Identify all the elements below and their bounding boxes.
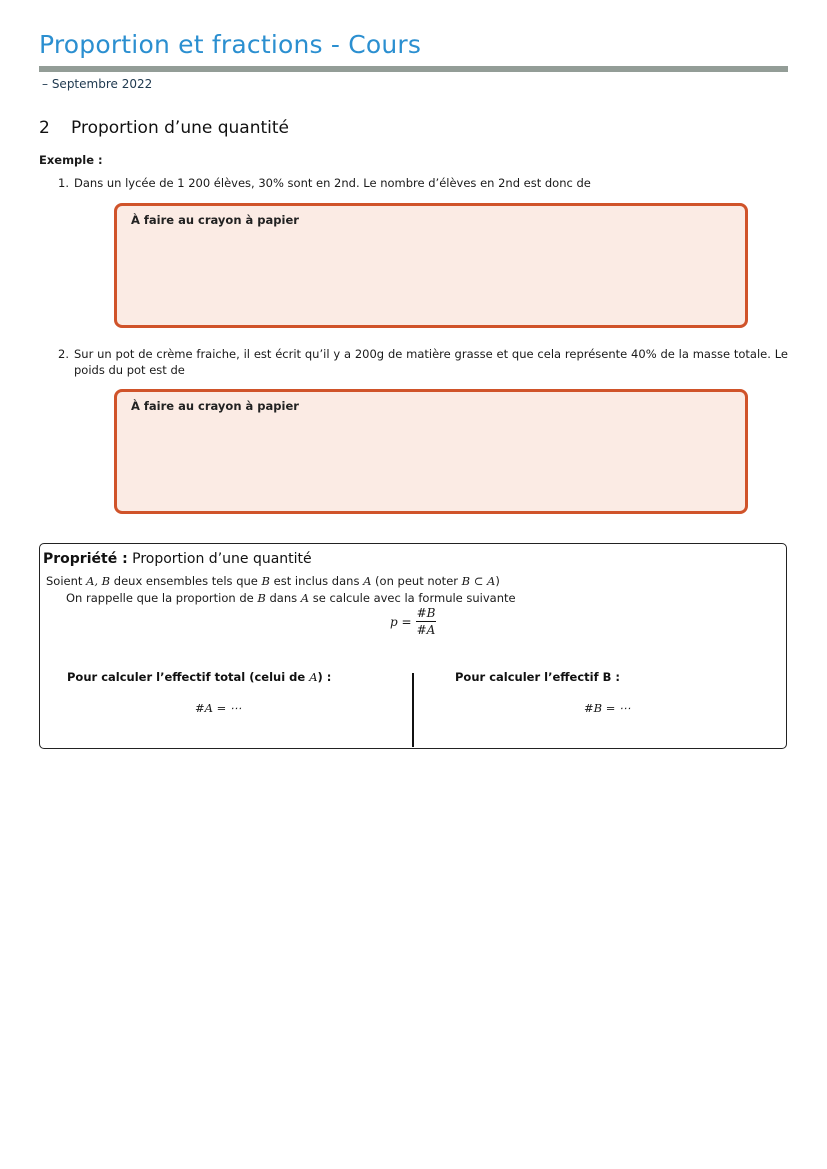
column-divider (412, 673, 414, 747)
text-fragment: ) : (317, 670, 332, 684)
math-fragment: B (261, 574, 270, 588)
text-fragment: On rappelle que la proportion de (66, 591, 258, 605)
section-number: 2 (39, 118, 50, 138)
example-label: Exemple : (39, 153, 103, 167)
example-item-1 (58, 175, 788, 191)
text-fragment: se calcule avec la formule suivante (309, 591, 516, 605)
right-column-formula: #B = ⋯ (584, 701, 631, 715)
text-fragment: Soient (46, 574, 87, 588)
text-fragment: dans (265, 591, 301, 605)
text-fragment: ) (495, 574, 500, 588)
property-box (39, 543, 787, 749)
formula-numerator: #B (416, 606, 436, 620)
formula-lhs: p = (390, 615, 412, 629)
pencil-answer-box-1[interactable] (114, 203, 748, 328)
pencil-box-label: À faire au crayon à papier (131, 399, 299, 413)
left-column-formula: #A = ⋯ (195, 701, 242, 715)
math-fragment: A (300, 591, 310, 605)
math-fragment: A (309, 670, 318, 684)
math-fragment: B (257, 591, 266, 605)
text-fragment: deux ensembles tels que (110, 574, 262, 588)
item-number: 2. (58, 347, 69, 361)
pencil-answer-box-2[interactable] (114, 389, 748, 514)
title-rule (39, 66, 788, 72)
right-column-label: Pour calculer l’effectif B : (455, 670, 620, 684)
math-fragment: B ⊂ A (461, 574, 496, 588)
section-heading (39, 118, 289, 138)
text-fragment: (on peut noter (371, 574, 462, 588)
property-reminder-line (66, 591, 516, 605)
document-title: Proportion et fractions - Cours (39, 30, 422, 59)
property-keyword: Propriété : (43, 551, 128, 567)
text-fragment: Pour calculer l’effectif total (celui de (67, 670, 310, 684)
property-name: Proportion d’une quantité (132, 551, 312, 567)
left-column-label (67, 670, 331, 684)
formula-fraction (416, 606, 436, 637)
pencil-box-label: À faire au crayon à papier (131, 213, 299, 227)
item-text: Sur un pot de crème fraiche, il est écrit qu’il y a 200g de matière grasse et que cela représente 40% de la masse totale. Le poids du pot est de (74, 347, 788, 377)
proportion-formula (390, 606, 436, 637)
math-fragment: A (363, 574, 372, 588)
property-definition-line (46, 574, 500, 588)
item-text: Dans un lycée de 1 200 élèves, 30% sont en 2nd. Le nombre d’élèves en 2nd est donc de (74, 176, 591, 190)
text-fragment: est inclus dans (269, 574, 364, 588)
example-item-2 (58, 346, 788, 378)
formula-denominator: #A (416, 623, 436, 637)
document-date: – Septembre 2022 (42, 77, 153, 91)
section-title: Proportion d’une quantité (71, 118, 289, 138)
math-fragment: A, B (86, 574, 111, 588)
item-number: 1. (58, 176, 69, 190)
property-title (43, 551, 312, 567)
